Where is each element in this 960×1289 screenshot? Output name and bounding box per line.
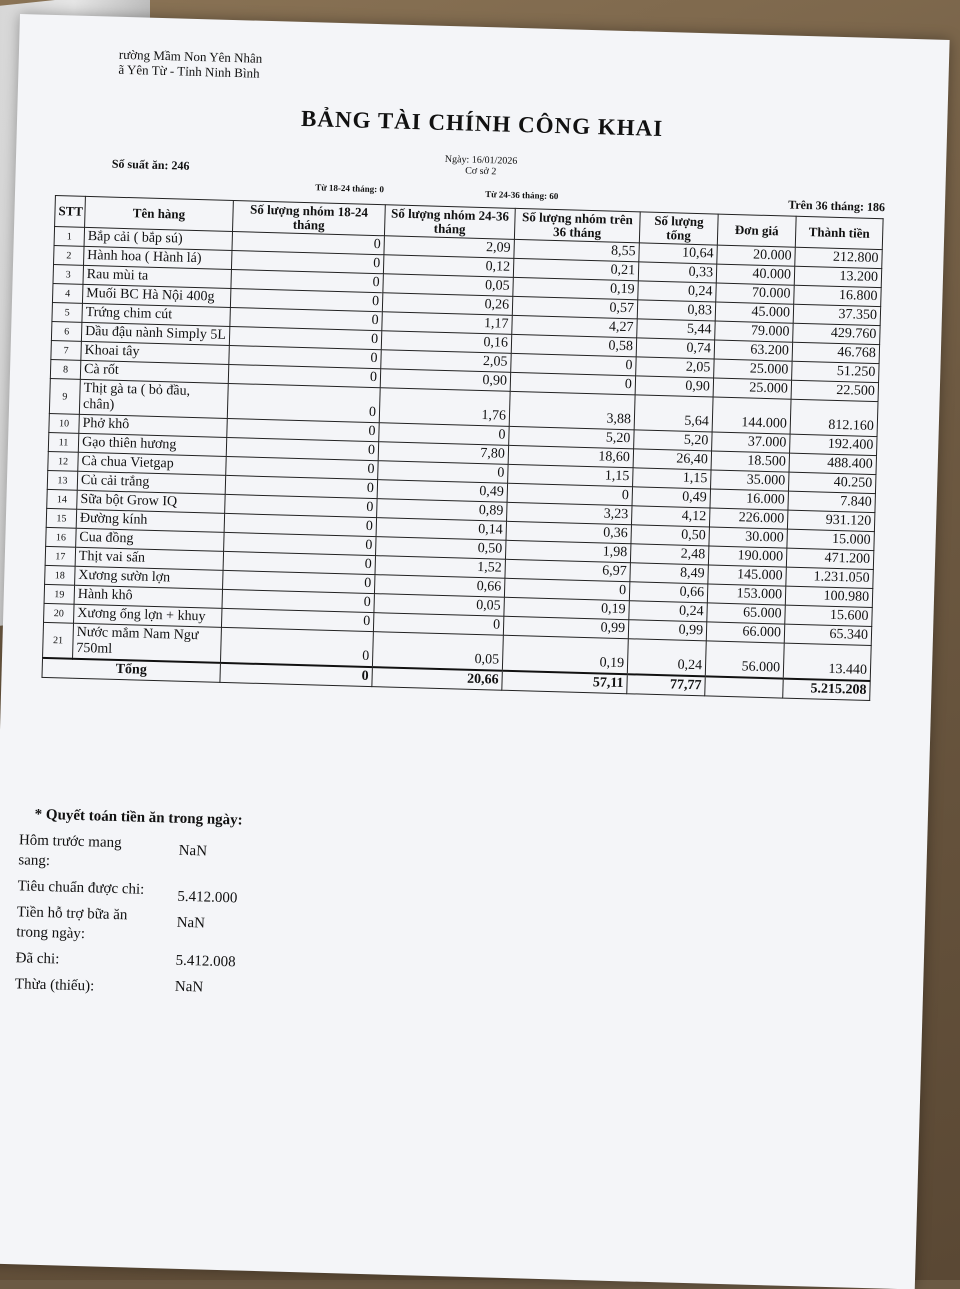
qty-24-36: 0 (378, 461, 508, 484)
item-name: Hành hoa ( Hành lá) (84, 246, 232, 269)
row-number: 15 (46, 508, 77, 528)
totals-price-empty (705, 676, 784, 698)
unit-price: 18.500 (711, 451, 790, 472)
line-amount: 37.350 (793, 304, 880, 325)
qty-24-36: 0,05 (383, 274, 513, 297)
row-number: 9 (49, 378, 80, 414)
item-name: Rau mùi ta (83, 265, 231, 288)
qty-24-36: 1,17 (382, 312, 512, 335)
qty-24-36: 0,90 (380, 369, 510, 392)
totals-amount: 5.215.208 (783, 679, 871, 701)
qty-18-24: 0 (227, 418, 379, 441)
qty-total: 0,50 (631, 525, 710, 546)
school-info (118, 47, 262, 81)
unit-price: 20.000 (717, 245, 796, 266)
line-amount: 1.231.050 (786, 567, 873, 588)
line-amount: 192.400 (790, 434, 877, 455)
qty-18-24: 0 (231, 270, 383, 293)
qty-24-36: 0,16 (381, 331, 511, 354)
item-name: Thịt vai sấn (75, 547, 223, 570)
unit-price: 63.200 (714, 340, 793, 361)
settlement-section (15, 804, 320, 1002)
unit-price: 70.000 (716, 283, 795, 304)
unit-price: 145.000 (708, 565, 787, 586)
unit-price: 65.000 (707, 603, 786, 624)
settlement-heading: * Quyết toán tiền ăn trong ngày: (34, 806, 243, 829)
qty-total: 2,48 (630, 544, 709, 565)
qty-24-36: 1,52 (375, 556, 505, 579)
unit-price: 144.000 (712, 397, 791, 434)
item-name: Dầu đậu nành Simply 5L (81, 322, 229, 345)
qty-over-36: 0 (510, 372, 635, 394)
row-number: 20 (44, 603, 75, 623)
qty-24-36: 0,49 (377, 480, 507, 503)
item-name: Bắp cải ( bắp sú) (84, 227, 232, 250)
qty-total: 0,99 (628, 620, 707, 641)
qty-18-24: 0 (222, 589, 374, 612)
unit-price: 37.000 (712, 432, 791, 453)
settlement-spent (15, 948, 315, 976)
qty-over-36: 0,57 (512, 296, 637, 318)
unit-price: 56.000 (705, 641, 784, 679)
totals-quantity: 77,77 (627, 674, 706, 696)
row-number: 14 (47, 489, 78, 509)
row-number: 16 (46, 527, 77, 547)
line-amount: 40.250 (788, 472, 875, 493)
qty-18-24: 0 (225, 475, 377, 498)
line-amount: 13.200 (794, 266, 881, 287)
column-header: Số lượng tổng (639, 212, 718, 245)
unit-price: 30.000 (709, 527, 788, 548)
row-number: 2 (54, 246, 85, 266)
qty-over-36: 3,88 (509, 391, 635, 429)
item-name: Phở khô (79, 414, 227, 437)
row-number: 17 (45, 546, 76, 566)
column-header: STT (55, 196, 86, 228)
qty-total: 26,40 (633, 449, 712, 470)
qty-18-24: 0 (220, 627, 373, 667)
qty-18-24: 0 (229, 345, 381, 368)
unit-price: 45.000 (715, 302, 794, 323)
row-number: 18 (45, 565, 76, 585)
finance-table (41, 195, 886, 701)
unit-price: 25.000 (714, 359, 793, 380)
settlement-label: Tiêu chuẩn được chi: (17, 878, 145, 898)
column-header: Số lượng nhóm trên 36 tháng (514, 208, 640, 242)
qty-total: 0,24 (627, 639, 706, 677)
qty-total: 5,64 (634, 395, 713, 432)
qty-over-36: 0,19 (504, 597, 629, 619)
qty-18-24: 0 (221, 608, 373, 631)
qty-18-24: 0 (223, 551, 375, 574)
qty-total: 4,12 (631, 506, 710, 527)
line-amount: 16.800 (794, 285, 881, 306)
qty-18-24: 0 (231, 251, 383, 274)
item-name: Muối BC Hà Nội 400g (82, 284, 230, 307)
item-name: Củ cải trắng (77, 471, 225, 494)
line-amount: 931.120 (787, 510, 874, 531)
qty-over-36: 0,21 (513, 258, 638, 280)
column-header: Tên hàng (85, 196, 234, 231)
item-name: Sữa bột Grow IQ (77, 490, 225, 513)
item-name: Xương sườn lợn (75, 566, 223, 589)
group-24-36: Từ 24-36 tháng: 60 (485, 189, 559, 202)
qty-total: 5,44 (637, 319, 716, 340)
row-number: 6 (51, 322, 82, 342)
unit-price: 25.000 (713, 378, 792, 399)
qty-total: 2,05 (636, 357, 715, 378)
document-page (0, 14, 950, 1289)
qty-24-36: 0,66 (374, 575, 504, 598)
settlement-standard (17, 876, 317, 907)
row-number: 12 (48, 451, 79, 471)
item-name: Hành khô (74, 585, 222, 608)
qty-total: 0,33 (638, 262, 717, 283)
unit-price: 35.000 (711, 470, 790, 491)
settlement-label: Tiền hỗ trợ bữa ăn trong ngày: (16, 904, 128, 943)
qty-18-24: 0 (225, 494, 377, 517)
totals-q1: 0 (220, 663, 372, 687)
qty-18-24: 0 (223, 570, 375, 593)
item-name: Trứng chim cút (82, 303, 230, 326)
row-number: 7 (51, 341, 82, 361)
qty-24-36: 7,80 (378, 442, 508, 465)
qty-over-36: 0,19 (513, 277, 638, 299)
column-header: Đơn giá (717, 214, 796, 247)
qty-18-24: 0 (230, 288, 382, 311)
qty-total: 0,90 (635, 376, 714, 397)
unit-price: 66.000 (706, 622, 785, 643)
qty-total: 8,49 (630, 563, 709, 584)
unit-price: 16.000 (710, 489, 789, 510)
settlement-label: Đã chi: (15, 950, 60, 968)
qty-total: 0,74 (636, 338, 715, 359)
row-number: 19 (44, 584, 75, 604)
qty-over-36: 3,23 (507, 502, 632, 524)
item-name: Gạo thiên hương (78, 433, 226, 456)
line-amount: 212.800 (795, 247, 882, 268)
qty-24-36: 0,50 (376, 537, 506, 560)
servings-count: Số suất ăn: 246 (111, 156, 190, 173)
line-amount: 51.250 (792, 361, 879, 382)
qty-over-36: 1,98 (505, 540, 630, 562)
row-number: 5 (52, 303, 83, 323)
unit-price: 153.000 (707, 584, 786, 605)
qty-over-36: 5,20 (509, 426, 634, 448)
column-header: Số lượng nhóm 18-24 tháng (233, 201, 386, 236)
qty-18-24: 0 (224, 513, 376, 536)
item-name: Cà chua Vietgap (78, 452, 226, 475)
qty-over-36: 4,27 (512, 315, 637, 337)
qty-24-36: 0 (373, 613, 503, 636)
line-amount: 812.160 (790, 399, 878, 436)
row-number: 13 (47, 470, 78, 490)
settlement-carried (18, 830, 319, 878)
campus: Cơ sở 2 (465, 165, 497, 178)
line-amount: 429.760 (793, 323, 880, 344)
row-number: 1 (54, 227, 85, 247)
settlement-value: 5.412.000 (177, 888, 238, 907)
unit-price: 40.000 (716, 264, 795, 285)
item-name: Xương ống lợn + khuy (74, 604, 222, 627)
qty-over-36: 0,19 (502, 635, 628, 674)
qty-over-36: 6,97 (505, 559, 630, 581)
totals-label: Tổng (42, 658, 220, 682)
qty-24-36: 0,89 (377, 499, 507, 522)
qty-24-36: 0,12 (383, 255, 513, 278)
totals-q3: 57,11 (502, 671, 627, 694)
line-amount: 22.500 (791, 380, 878, 401)
row-number: 11 (48, 432, 79, 452)
qty-total: 0,83 (637, 300, 716, 321)
qty-total: 5,20 (634, 430, 713, 451)
qty-over-36: 0,58 (511, 334, 636, 356)
item-name: Đường kính (76, 509, 224, 532)
qty-18-24: 0 (232, 232, 384, 255)
qty-24-36: 0,05 (374, 594, 504, 617)
settlement-value: 5.412.008 (175, 952, 236, 971)
qty-total: 1,15 (633, 468, 712, 489)
qty-24-36: 2,05 (381, 350, 511, 373)
qty-24-36: 2,09 (384, 236, 514, 259)
qty-over-36: 1,15 (508, 464, 633, 486)
group-18-24: Từ 18-24 tháng: 0 (315, 182, 385, 195)
item-name: Nước mắm Nam Ngư 750ml (73, 623, 222, 663)
qty-over-36: 0 (507, 483, 632, 505)
line-amount: 13.440 (783, 643, 871, 681)
column-header: Số lượng nhóm 24-36 tháng (384, 205, 515, 240)
qty-24-36: 0 (379, 423, 509, 446)
unit-price: 79.000 (715, 321, 794, 342)
settlement-label: Hôm trước mang sang: (18, 832, 122, 870)
school-address: ã Yên Từ - Tỉnh Ninh Bình (118, 61, 260, 81)
qty-total: 0,24 (629, 601, 708, 622)
item-name: Cua đồng (76, 528, 224, 551)
line-amount: 65.340 (784, 624, 871, 645)
item-name: Cà rốt (80, 360, 228, 383)
qty-18-24: 0 (230, 307, 382, 330)
line-amount: 488.400 (789, 453, 876, 474)
unit-price: 226.000 (709, 508, 788, 529)
qty-24-36: 0,14 (376, 518, 506, 541)
row-number: 8 (50, 359, 81, 379)
qty-24-36: 0,26 (382, 293, 512, 316)
qty-18-24: 0 (229, 326, 381, 349)
qty-24-36: 0,05 (372, 632, 503, 671)
qty-total: 0,66 (629, 582, 708, 603)
item-name: Khoai tây (81, 341, 229, 364)
qty-18-24: 0 (227, 383, 380, 422)
qty-total: 0,24 (638, 281, 717, 302)
qty-over-36: 8,55 (514, 239, 639, 261)
settlement-value: NaN (178, 842, 208, 860)
qty-over-36: 0 (504, 578, 629, 600)
row-number: 3 (53, 265, 84, 285)
totals-q2: 20,66 (372, 667, 502, 690)
qty-total: 0,49 (632, 487, 711, 508)
qty-over-36: 0,99 (503, 616, 628, 638)
document-title: BẢNG TÀI CHÍNH CÔNG KHAI (300, 105, 664, 141)
line-amount: 15.600 (785, 605, 872, 626)
line-amount: 7.840 (788, 491, 875, 512)
qty-over-36: 0 (511, 353, 636, 375)
qty-over-36: 0,36 (506, 521, 631, 543)
qty-total: 10,64 (639, 243, 718, 264)
unit-price: 190.000 (708, 546, 787, 567)
row-number: 21 (43, 622, 74, 658)
row-number: 10 (49, 413, 80, 433)
settlement-balance (15, 974, 315, 1002)
qty-18-24: 0 (228, 364, 380, 387)
line-amount: 471.200 (786, 548, 873, 569)
settlement-value: NaN (176, 914, 206, 932)
qty-18-24: 0 (226, 456, 378, 479)
settlement-support (16, 902, 317, 950)
column-header: Thành tiền (795, 216, 883, 249)
line-amount: 46.768 (792, 342, 879, 363)
line-amount: 15.000 (787, 529, 874, 550)
item-name: Thịt gà ta ( bỏ đầu, chân) (79, 379, 228, 418)
qty-18-24: 0 (226, 437, 378, 460)
qty-18-24: 0 (224, 532, 376, 555)
row-number: 4 (52, 284, 83, 304)
school-name: rường Mầm Non Yên Nhân (118, 46, 263, 66)
settlement-value: NaN (174, 978, 204, 996)
document-date: Ngày: 16/01/2026 (444, 153, 518, 167)
qty-over-36: 18,60 (508, 445, 633, 467)
group-36-plus: Trên 36 tháng: 186 (788, 197, 886, 215)
qty-24-36: 1,76 (379, 388, 510, 427)
settlement-label: Thừa (thiếu): (14, 976, 95, 995)
line-amount: 100.980 (785, 586, 872, 607)
